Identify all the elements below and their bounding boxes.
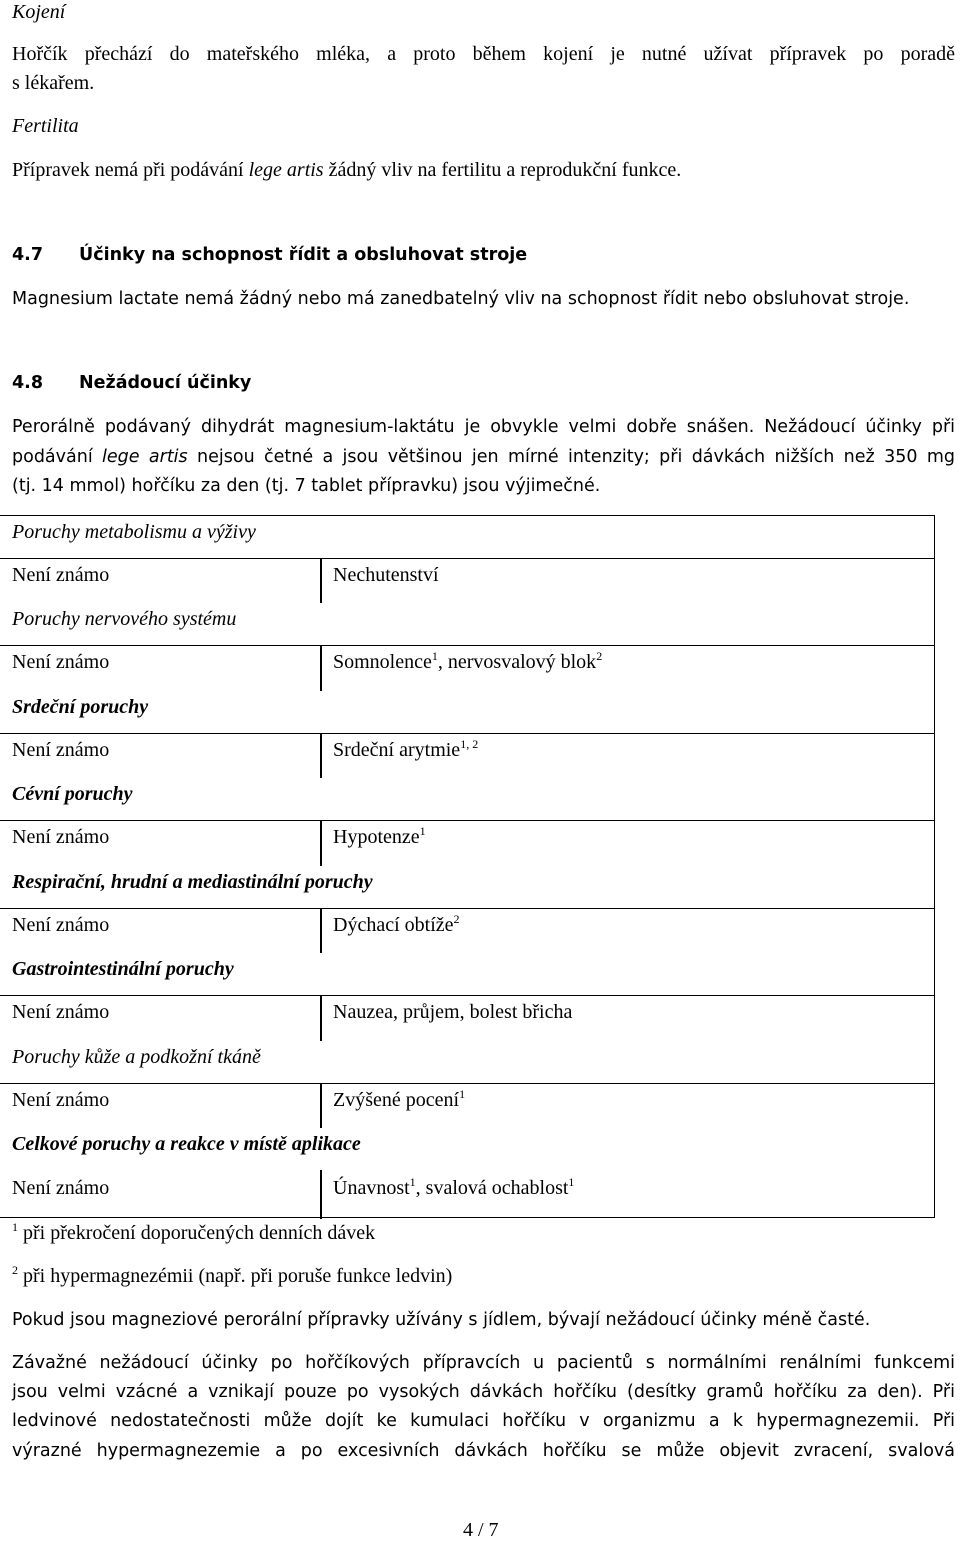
table-category-row: Gastrointestinální poruchy [0, 953, 935, 996]
frequency-cell: Není známo [12, 1177, 110, 1199]
section-4-7-text: Magnesium lactate nemá žádný nebo má zanedbatelný vliv na schopnost řídit nebo obsluhovat stroje. [12, 289, 910, 309]
table-divider [320, 820, 322, 866]
kojeni-text-line1: Hořčík přechází do mateřského mléka, a proto během kojení je nutné užívat přípravek po poradě [12, 43, 955, 65]
paragraph-food: Pokud jsou magneziové perorální přípravky užívány s jídlem, bývají nežádoucí účinky méně časté. [12, 1310, 871, 1330]
paragraph-serious-line: Závažné nežádoucí účinky po hořčíkových přípravcích u pacientů s normálními renálními funkcemi [12, 1353, 955, 1373]
section-4-8-line1: Perorálně podávaný dihydrát magnesium-laktátu je obvykle velmi dobře snášen. Nežádoucí účinky při [12, 417, 955, 437]
table-divider [320, 733, 322, 778]
section-4-8-line3: (tj. 14 mmol) hořčíku za den (tj. 7 tablet přípravku) jsou výjimečné. [12, 476, 601, 496]
kojeni-text-line2: s lékařem. [12, 72, 95, 94]
heading-kojeni: Kojení [12, 1, 66, 23]
section-4-7-heading: 4.7 Účinky na schopnost řídit a obsluhovat stroje [12, 245, 528, 265]
paragraph-serious-line: jsou velmi vzácné a vznikají pouze po vysokých dávkách hořčíku (desítky gramů hořčíku za den). Při [12, 1382, 955, 1402]
table-category-row: Poruchy kůže a podkožní tkáně [0, 1041, 935, 1084]
page-number: 4 / 7 [463, 1519, 499, 1541]
heading-fertilita: Fertilita [12, 115, 79, 137]
adverse-effects-table [0, 515, 935, 1218]
section-4-8-line2: podávání lege artis nejsou četné a jsou většinou jen mírné intenzity; při dávkách nižších než 350 mg [12, 447, 955, 467]
effect-cell: Nechutenství [333, 564, 439, 586]
table-category-row: Poruchy metabolismu a výživy [0, 516, 935, 559]
effect-cell: Somnolence$^1$, nervosvalový blok$^2$ [333, 649, 603, 673]
table-divider [320, 1170, 322, 1219]
table-divider [320, 558, 322, 603]
frequency-cell: Není známo [12, 914, 110, 936]
table-category-row: Poruchy nervového systému [0, 603, 935, 646]
frequency-cell: Není známo [12, 651, 110, 673]
frequency-cell: Není známo [12, 1089, 110, 1111]
footnote-2: $^2$ při hypermagnezémii (např. při poruše funkce ledvin) [12, 1263, 453, 1287]
table-divider [320, 995, 322, 1041]
effect-cell: Zvýšené pocení$^1$ [333, 1087, 466, 1111]
effect-cell: Dýchací obtíže$^2$ [333, 912, 460, 936]
frequency-cell: Není známo [12, 564, 110, 586]
frequency-cell: Není známo [12, 739, 110, 761]
footnote-1: $^1$ při překročení doporučených denních dávek [12, 1220, 376, 1244]
table-category-row: Respirační, hrudní a mediastinální poruchy [0, 866, 935, 909]
table-category-row: Cévní poruchy [0, 778, 935, 821]
effect-cell: Nauzea, průjem, bolest břicha [333, 1001, 573, 1023]
frequency-cell: Není známo [12, 826, 110, 848]
paragraph-serious-line: výrazné hypermagnezemie a po excesivních dávkách hořčíku se může objevit zvracení, svalová [12, 1441, 955, 1461]
effect-cell: Srdeční arytmie$^{1, 2}$ [333, 737, 479, 761]
table-category-row: Srdeční poruchy [0, 691, 935, 734]
table-divider [320, 908, 322, 953]
effect-cell: Hypotenze$^1$ [333, 824, 426, 848]
section-4-8-heading: 4.8 Nežádoucí účinky [12, 373, 252, 393]
frequency-cell: Není známo [12, 1001, 110, 1023]
table-divider [320, 645, 322, 691]
fertilita-text: Přípravek nemá při podávání lege artis žádný vliv na fertilitu a reprodukční funkce. [12, 159, 682, 181]
effect-cell: Únavnost$^1$, svalová ochablost$^1$ [333, 1175, 575, 1199]
table-category-row: Celkové poruchy a reakce v místě aplikace [12, 1133, 361, 1155]
table-divider [320, 1083, 322, 1128]
paragraph-serious-line: ledvinové nedostatečnosti může dojít ke kumulaci hořčíku v organizmu a k hypermagnezemii. Při [12, 1411, 955, 1431]
